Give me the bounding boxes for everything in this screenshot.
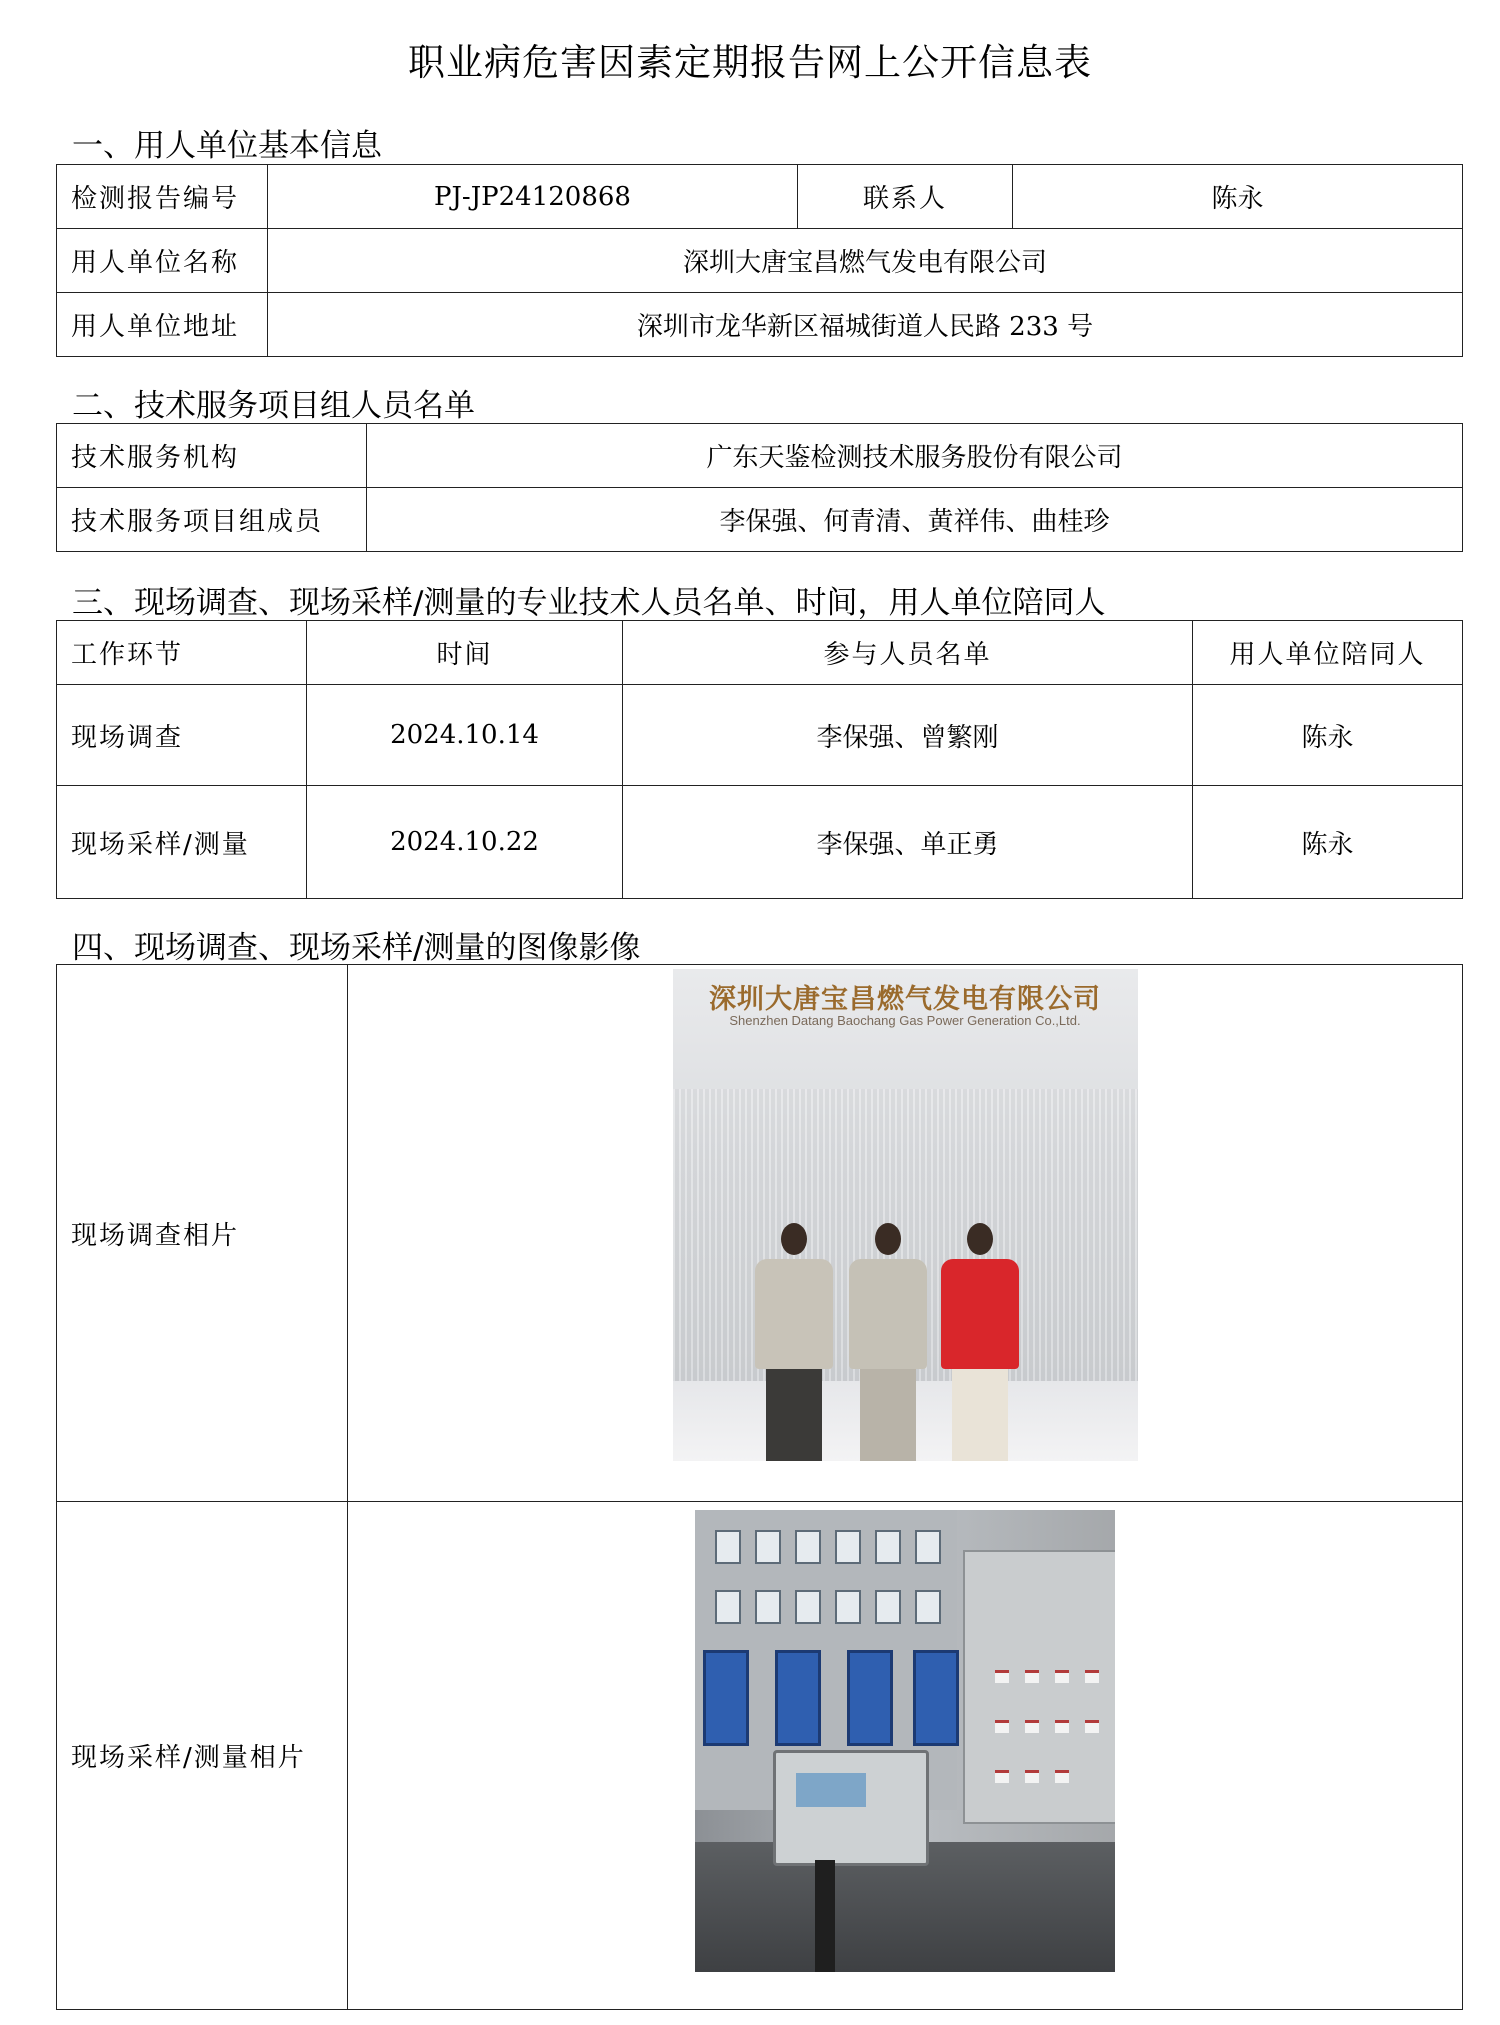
- person-figure: [755, 1223, 833, 1461]
- company-sign-cn: 深圳大唐宝昌燃气发电有限公司: [709, 984, 1101, 1015]
- person-figure: [849, 1223, 927, 1461]
- company-label: 用人单位名称: [57, 229, 268, 293]
- date-cell: 2024.10.14: [307, 685, 623, 786]
- header-staff: 参与人员名单: [623, 621, 1193, 685]
- escort-cell: 陈永: [1193, 685, 1463, 786]
- section2-heading: 二、技术服务项目组人员名单: [72, 388, 475, 424]
- address-value: 深圳市龙华新区福城街道人民路 233 号: [268, 293, 1463, 357]
- photo-table: [56, 964, 1463, 2010]
- section1-heading: 一、用人单位基本信息: [72, 128, 382, 164]
- survey-photo: [673, 969, 1138, 1461]
- company-sign-en: Shenzhen Datang Baochang Gas Power Generation Co.,Ltd.: [729, 1013, 1081, 1028]
- report-no-label: 检测报告编号: [57, 165, 268, 229]
- staff-cell: 李保强、单正勇: [623, 786, 1193, 899]
- survey-photo-label: 现场调查相片: [57, 965, 348, 1502]
- address-label: 用人单位地址: [57, 293, 268, 357]
- schedule-table: [56, 620, 1463, 899]
- sampling-photo-label: 现场采样/测量相片: [57, 1502, 348, 2010]
- header-escort: 用人单位陪同人: [1193, 621, 1463, 685]
- members-label: 技术服务项目组成员: [57, 488, 367, 552]
- sampling-photo: [695, 1510, 1115, 1972]
- stage-cell: 现场调查: [57, 685, 307, 786]
- header-date: 时间: [307, 621, 623, 685]
- team-table: [56, 423, 1463, 552]
- org-value: 广东天鉴检测技术服务股份有限公司: [367, 424, 1463, 488]
- staff-cell: 李保强、曾繁刚: [623, 685, 1193, 786]
- person-figure: [941, 1223, 1019, 1461]
- table-row: [57, 786, 1463, 899]
- report-no-value: PJ-JP24120868: [268, 165, 798, 229]
- contact-label: 联系人: [798, 165, 1013, 229]
- members-value: 李保强、何青清、黄祥伟、曲桂珍: [367, 488, 1463, 552]
- contact-value: 陈永: [1013, 165, 1463, 229]
- sampling-device: [773, 1750, 929, 1866]
- escort-cell: 陈永: [1193, 786, 1463, 899]
- section3-heading: 三、现场调查、现场采样/测量的专业技术人员名单、时间，用人单位陪同人: [72, 585, 1106, 621]
- stage-cell: 现场采样/测量: [57, 786, 307, 899]
- page-title: 职业病危害因素定期报告网上公开信息表: [408, 41, 1092, 84]
- basic-info-table: [56, 164, 1463, 357]
- org-label: 技术服务机构: [57, 424, 367, 488]
- date-cell: 2024.10.22: [307, 786, 623, 899]
- header-stage: 工作环节: [57, 621, 307, 685]
- section4-heading: 四、现场调查、现场采样/测量的图像影像: [72, 930, 641, 966]
- table-row: [57, 685, 1463, 786]
- company-value: 深圳大唐宝昌燃气发电有限公司: [268, 229, 1463, 293]
